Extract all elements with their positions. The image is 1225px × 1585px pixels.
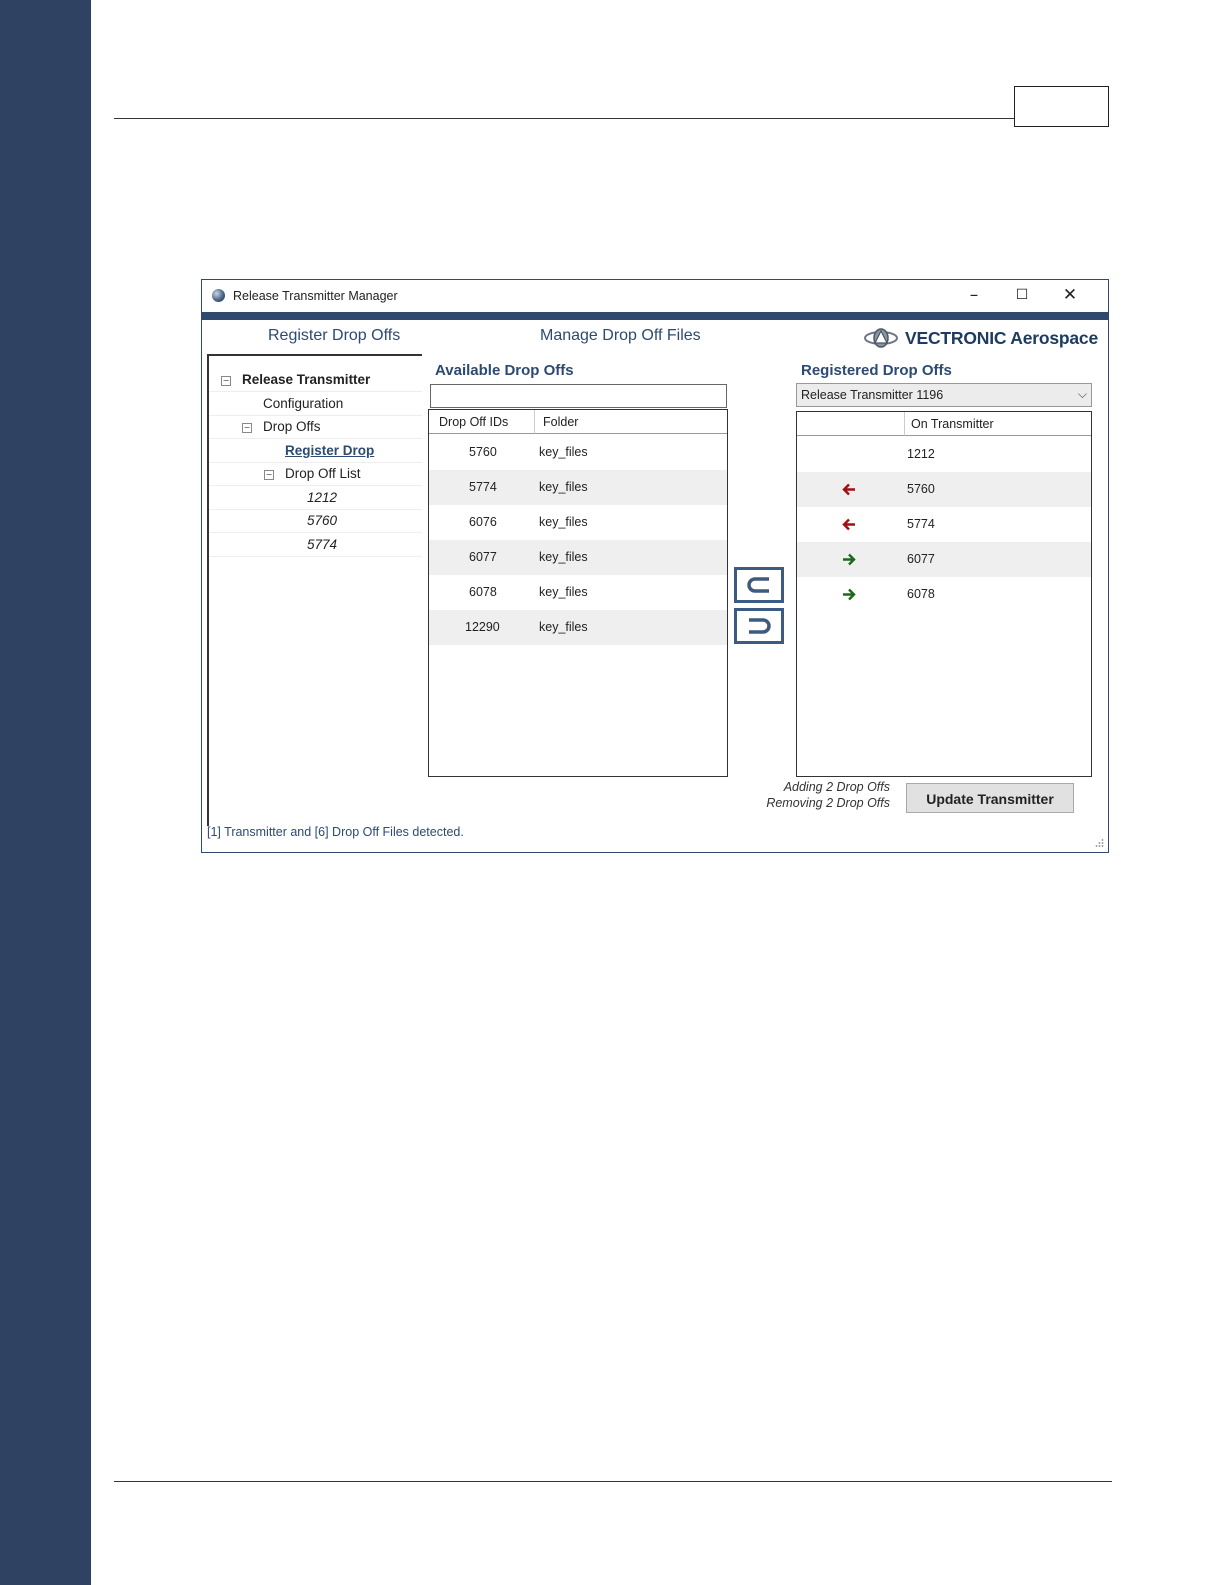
remove-arrow-icon xyxy=(841,483,857,496)
tree-label: Register Drop xyxy=(285,443,375,458)
drop-off-id: 6076 xyxy=(469,515,497,529)
registered-id: 6077 xyxy=(907,552,935,566)
transfer-right-icon xyxy=(737,611,781,641)
brand-name: VECTRONIC Aerospace xyxy=(905,327,1098,348)
removing-summary: Removing 2 Drop Offs xyxy=(766,796,890,810)
transmitter-select[interactable] xyxy=(796,383,1092,407)
adding-summary: Adding 2 Drop Offs xyxy=(783,780,890,794)
list-item[interactable] xyxy=(429,470,727,505)
drop-off-id: 5774 xyxy=(469,480,497,494)
drop-off-folder: key_files xyxy=(539,550,588,564)
collapse-icon[interactable]: − xyxy=(243,423,251,432)
footer-rule xyxy=(114,1481,1112,1482)
column-header-folder[interactable]: Folder xyxy=(535,410,727,434)
registered-id: 5760 xyxy=(907,482,935,496)
drop-off-folder: key_files xyxy=(539,515,588,529)
close-button[interactable]: ✕ xyxy=(1062,285,1078,305)
list-item[interactable] xyxy=(429,610,727,645)
tree-label: Release Transmitter xyxy=(242,372,371,387)
title-bar xyxy=(202,280,1108,312)
registered-id: 6078 xyxy=(907,587,935,601)
drop-off-folder: key_files xyxy=(539,445,588,459)
collapse-icon[interactable]: − xyxy=(222,376,230,385)
tree-label: Drop Off List xyxy=(285,466,361,481)
app-window xyxy=(201,279,1109,853)
list-item[interactable] xyxy=(429,540,727,575)
available-drop-offs-list[interactable] xyxy=(428,409,728,777)
tree-label: Drop Offs xyxy=(263,419,321,434)
page-number-box xyxy=(1014,86,1109,127)
list-item[interactable] xyxy=(429,575,727,610)
selected-transmitter: Release Transmitter 1196 xyxy=(801,388,944,402)
list-item[interactable] xyxy=(797,542,1091,577)
collapse-icon[interactable]: − xyxy=(265,470,273,479)
side-band xyxy=(0,0,91,1585)
vectronic-logo-icon xyxy=(863,326,899,350)
add-arrow-icon xyxy=(841,553,857,566)
tree-item-release-transmitter[interactable] xyxy=(209,368,422,392)
list-item[interactable] xyxy=(429,435,727,470)
tree-item-drop-off[interactable] xyxy=(209,509,422,533)
update-transmitter-button[interactable]: Update Transmitter xyxy=(906,783,1074,813)
available-drop-offs-title: Available Drop Offs xyxy=(435,362,574,379)
tree-item-configuration[interactable] xyxy=(209,392,422,416)
transfer-left-icon xyxy=(737,570,781,600)
tab-manage-drop-off-files[interactable]: Manage Drop Off Files xyxy=(540,327,701,344)
column-header-on-transmitter[interactable]: On Transmitter xyxy=(905,412,1091,436)
tree-label: Configuration xyxy=(263,396,344,411)
add-arrow-icon xyxy=(841,588,857,601)
tree-item-drop-offs[interactable] xyxy=(209,415,422,439)
tab-register-drop-offs[interactable]: Register Drop Offs xyxy=(268,327,401,344)
window-title: Release Transmitter Manager xyxy=(233,289,398,303)
column-header-status[interactable] xyxy=(797,412,905,436)
remove-arrow-icon xyxy=(841,518,857,531)
drop-off-id: 6078 xyxy=(469,585,497,599)
title-accent-strip xyxy=(202,312,1108,320)
header-rule xyxy=(114,118,1014,119)
tree-item-drop-off[interactable] xyxy=(209,486,422,510)
minimize-button[interactable]: – xyxy=(969,285,979,305)
registered-drop-offs-title: Registered Drop Offs xyxy=(801,362,952,379)
drop-off-folder: key_files xyxy=(539,480,588,494)
app-globe-icon xyxy=(212,289,225,302)
tree-label: 5760 xyxy=(307,513,338,528)
list-item[interactable] xyxy=(429,505,727,540)
maximize-button[interactable]: ☐ xyxy=(1015,287,1029,303)
registered-id: 1212 xyxy=(907,447,935,461)
drop-off-id: 5760 xyxy=(469,445,497,459)
status-bar-text: [1] Transmitter and [6] Drop Off Files detected. xyxy=(207,825,464,839)
remove-from-transmitter-button[interactable] xyxy=(734,608,784,644)
tab-bar xyxy=(202,320,1108,354)
navigation-tree xyxy=(207,354,422,826)
drop-off-folder: key_files xyxy=(539,585,588,599)
drop-off-id: 12290 xyxy=(465,620,500,634)
tree-item-drop-off[interactable] xyxy=(209,533,422,557)
drop-off-id: 6077 xyxy=(469,550,497,564)
chevron-down-icon: ⌵ xyxy=(1077,387,1087,401)
tree-item-drop-off-list[interactable] xyxy=(209,462,422,486)
registered-drop-offs-list[interactable] xyxy=(796,411,1092,777)
list-item[interactable] xyxy=(797,577,1091,612)
brand xyxy=(863,324,1098,352)
drop-off-search-input[interactable] xyxy=(430,384,727,408)
registered-id: 5774 xyxy=(907,517,935,531)
resize-grip-icon[interactable] xyxy=(1094,838,1104,848)
drop-off-folder: key_files xyxy=(539,620,588,634)
tree-label: 1212 xyxy=(307,490,338,505)
tree-item-register-drop[interactable] xyxy=(209,439,422,463)
list-item[interactable] xyxy=(797,472,1091,507)
list-item[interactable] xyxy=(797,507,1091,542)
list-item[interactable] xyxy=(797,437,1091,472)
add-to-transmitter-button[interactable] xyxy=(734,567,784,603)
tree-label: 5774 xyxy=(307,537,338,552)
column-header-drop-off-ids[interactable]: Drop Off IDs xyxy=(429,410,535,434)
